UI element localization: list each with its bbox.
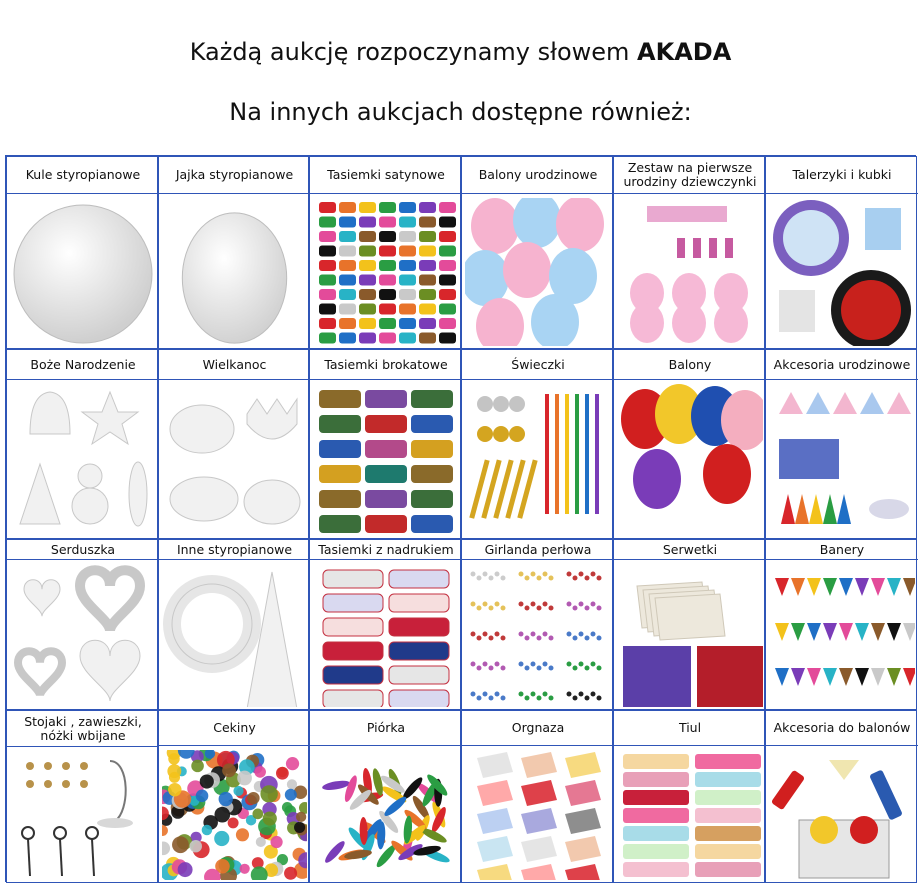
- category-label: Banery: [766, 540, 918, 560]
- category-label: Akcesoria do balonów: [766, 711, 918, 746]
- category-label: Balony: [614, 350, 766, 380]
- product-category-cell: [765, 349, 917, 539]
- foam-sphere-icon: [10, 198, 156, 346]
- product-category-cell: [765, 539, 917, 710]
- product-grid: [5, 155, 916, 882]
- category-label: Wielkanoc: [159, 350, 310, 380]
- pearl-garland-icon: [465, 564, 611, 707]
- foam-hearts-icon: [10, 564, 156, 707]
- organza-icon: [465, 750, 611, 880]
- easter-foam-shapes-icon: [162, 384, 307, 536]
- foam-egg-icon: [162, 198, 307, 346]
- product-category-cell: [765, 710, 917, 883]
- category-label: Serduszka: [7, 540, 159, 560]
- plates-cups-icon: [769, 198, 915, 346]
- product-category-cell: [158, 539, 309, 710]
- category-label: Girlanda perłowa: [462, 540, 614, 560]
- product-category-cell: [309, 710, 461, 883]
- category-label: Jajka styropianowe: [159, 157, 310, 194]
- product-category-cell: [6, 349, 158, 539]
- candles-icon: [465, 384, 611, 536]
- product-category-cell: [613, 539, 765, 710]
- subtitle: Na innych aukcjach dostępne również:: [229, 98, 692, 126]
- category-label: Orgnaza: [462, 711, 614, 746]
- category-label: Świeczki: [462, 350, 614, 380]
- category-label: Akcesoria urodzinowe: [766, 350, 918, 380]
- birthday-balloons-icon: [465, 198, 611, 346]
- napkins-icon: [617, 564, 763, 707]
- birthday-accessories-icon: [769, 384, 915, 536]
- category-label: Kule styropianowe: [7, 157, 159, 194]
- product-category-cell: [613, 349, 765, 539]
- product-category-cell: [309, 539, 461, 710]
- product-category-cell: [765, 156, 917, 349]
- product-category-cell: [6, 156, 158, 349]
- category-label: Tiul: [614, 711, 766, 746]
- feathers-icon: [313, 750, 459, 880]
- product-category-cell: [461, 156, 613, 349]
- product-category-cell: [158, 349, 309, 539]
- product-category-cell: [6, 710, 158, 883]
- balloon-accessories-icon: [769, 750, 915, 880]
- product-category-cell: [461, 539, 613, 710]
- category-label: Stojaki , zawieszki, nóżki wbijane: [7, 711, 159, 747]
- printed-ribbons-icon: [313, 564, 459, 707]
- tulle-rolls-icon: [617, 750, 763, 880]
- product-category-cell: [309, 156, 461, 349]
- category-label: Tasiemki brokatowe: [310, 350, 462, 380]
- title-text: Każdą aukcję rozpoczynamy słowem: [189, 38, 638, 66]
- product-category-cell: [158, 156, 309, 349]
- title-keyword: AKADA: [637, 38, 732, 66]
- product-category-cell: [461, 349, 613, 539]
- category-label: Tasiemki z nadrukiem: [310, 540, 462, 560]
- product-category-cell: [309, 349, 461, 539]
- banners-icon: [769, 564, 915, 707]
- satin-ribbons-icon: [313, 198, 459, 346]
- product-category-cell: [613, 710, 765, 883]
- category-label: Zestaw na pierwsze urodziny dziewczynki: [614, 157, 766, 194]
- foam-ring-cone-icon: [162, 564, 307, 707]
- sequins-icon: [162, 750, 307, 880]
- first-birthday-set-icon: [617, 198, 763, 346]
- category-label: Talerzyki i kubki: [766, 157, 918, 194]
- product-category-cell: [6, 539, 158, 710]
- christmas-foam-shapes-icon: [10, 384, 156, 536]
- product-category-cell: [158, 710, 309, 883]
- glitter-ribbons-icon: [313, 384, 459, 536]
- balloons-18-icon: [617, 384, 763, 536]
- category-label: Balony urodzinowe: [462, 157, 614, 194]
- category-label: Boże Narodzenie: [7, 350, 159, 380]
- stands-hooks-icon: [10, 751, 156, 880]
- category-label: Piórka: [310, 711, 462, 746]
- product-category-cell: [613, 156, 765, 349]
- title-line-1: [0, 32, 921, 72]
- category-label: Cekiny: [159, 711, 310, 746]
- category-label: Tasiemki satynowe: [310, 157, 462, 194]
- category-label: Inne styropianowe: [159, 540, 310, 560]
- product-category-cell: [461, 710, 613, 883]
- category-label: Serwetki: [614, 540, 766, 560]
